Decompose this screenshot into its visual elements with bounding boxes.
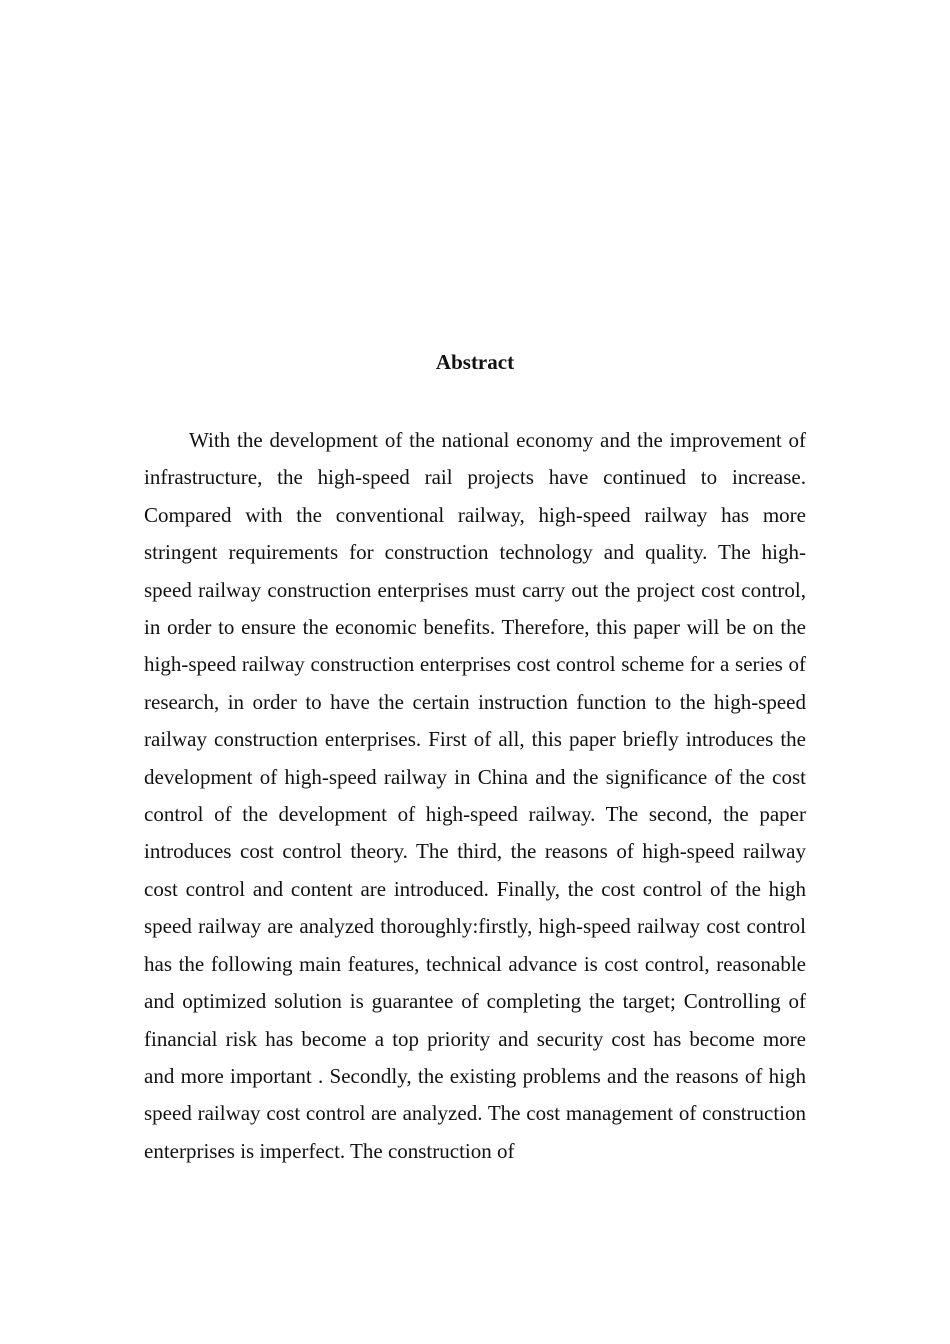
abstract-heading: Abstract — [435, 350, 515, 374]
abstract-paragraph: With the development of the national economy and the improvement of infrastructure, the high-speed rail projects have continued to increase. Compared with the conventional railway, high-speed railway has more stringent requirements for construction technology and quality. The high-speed railway construction enterprises must carry out the project cost control, in order to ensure the economic benefits. Therefore, this paper will be on the high-speed railway construction enterprises cost control scheme for a series of research, in order to have the certain instruction function to the high-speed railway construction enterprises. First of all, this paper briefly introduces the development of high-speed railway in China and the significance of the cost control of the development of high-speed railway. The second, the paper introduces cost control theory. The third, the reasons of high-speed railway cost control and content are introduced. Finally, the cost control of the high speed railway are analyzed thoroughly:firstly, high-speed railway cost control has the following main features, technical advance is cost control, reasonable and optimized solution is guarantee of completing the target; Controlling of financial risk has become a top priority and security cost has become more and more important . Secondly, the existing problems and the reasons of high speed railway cost control are analyzed. The cost management of construction enterprises is imperfect. The construction of — [144, 428, 806, 1163]
